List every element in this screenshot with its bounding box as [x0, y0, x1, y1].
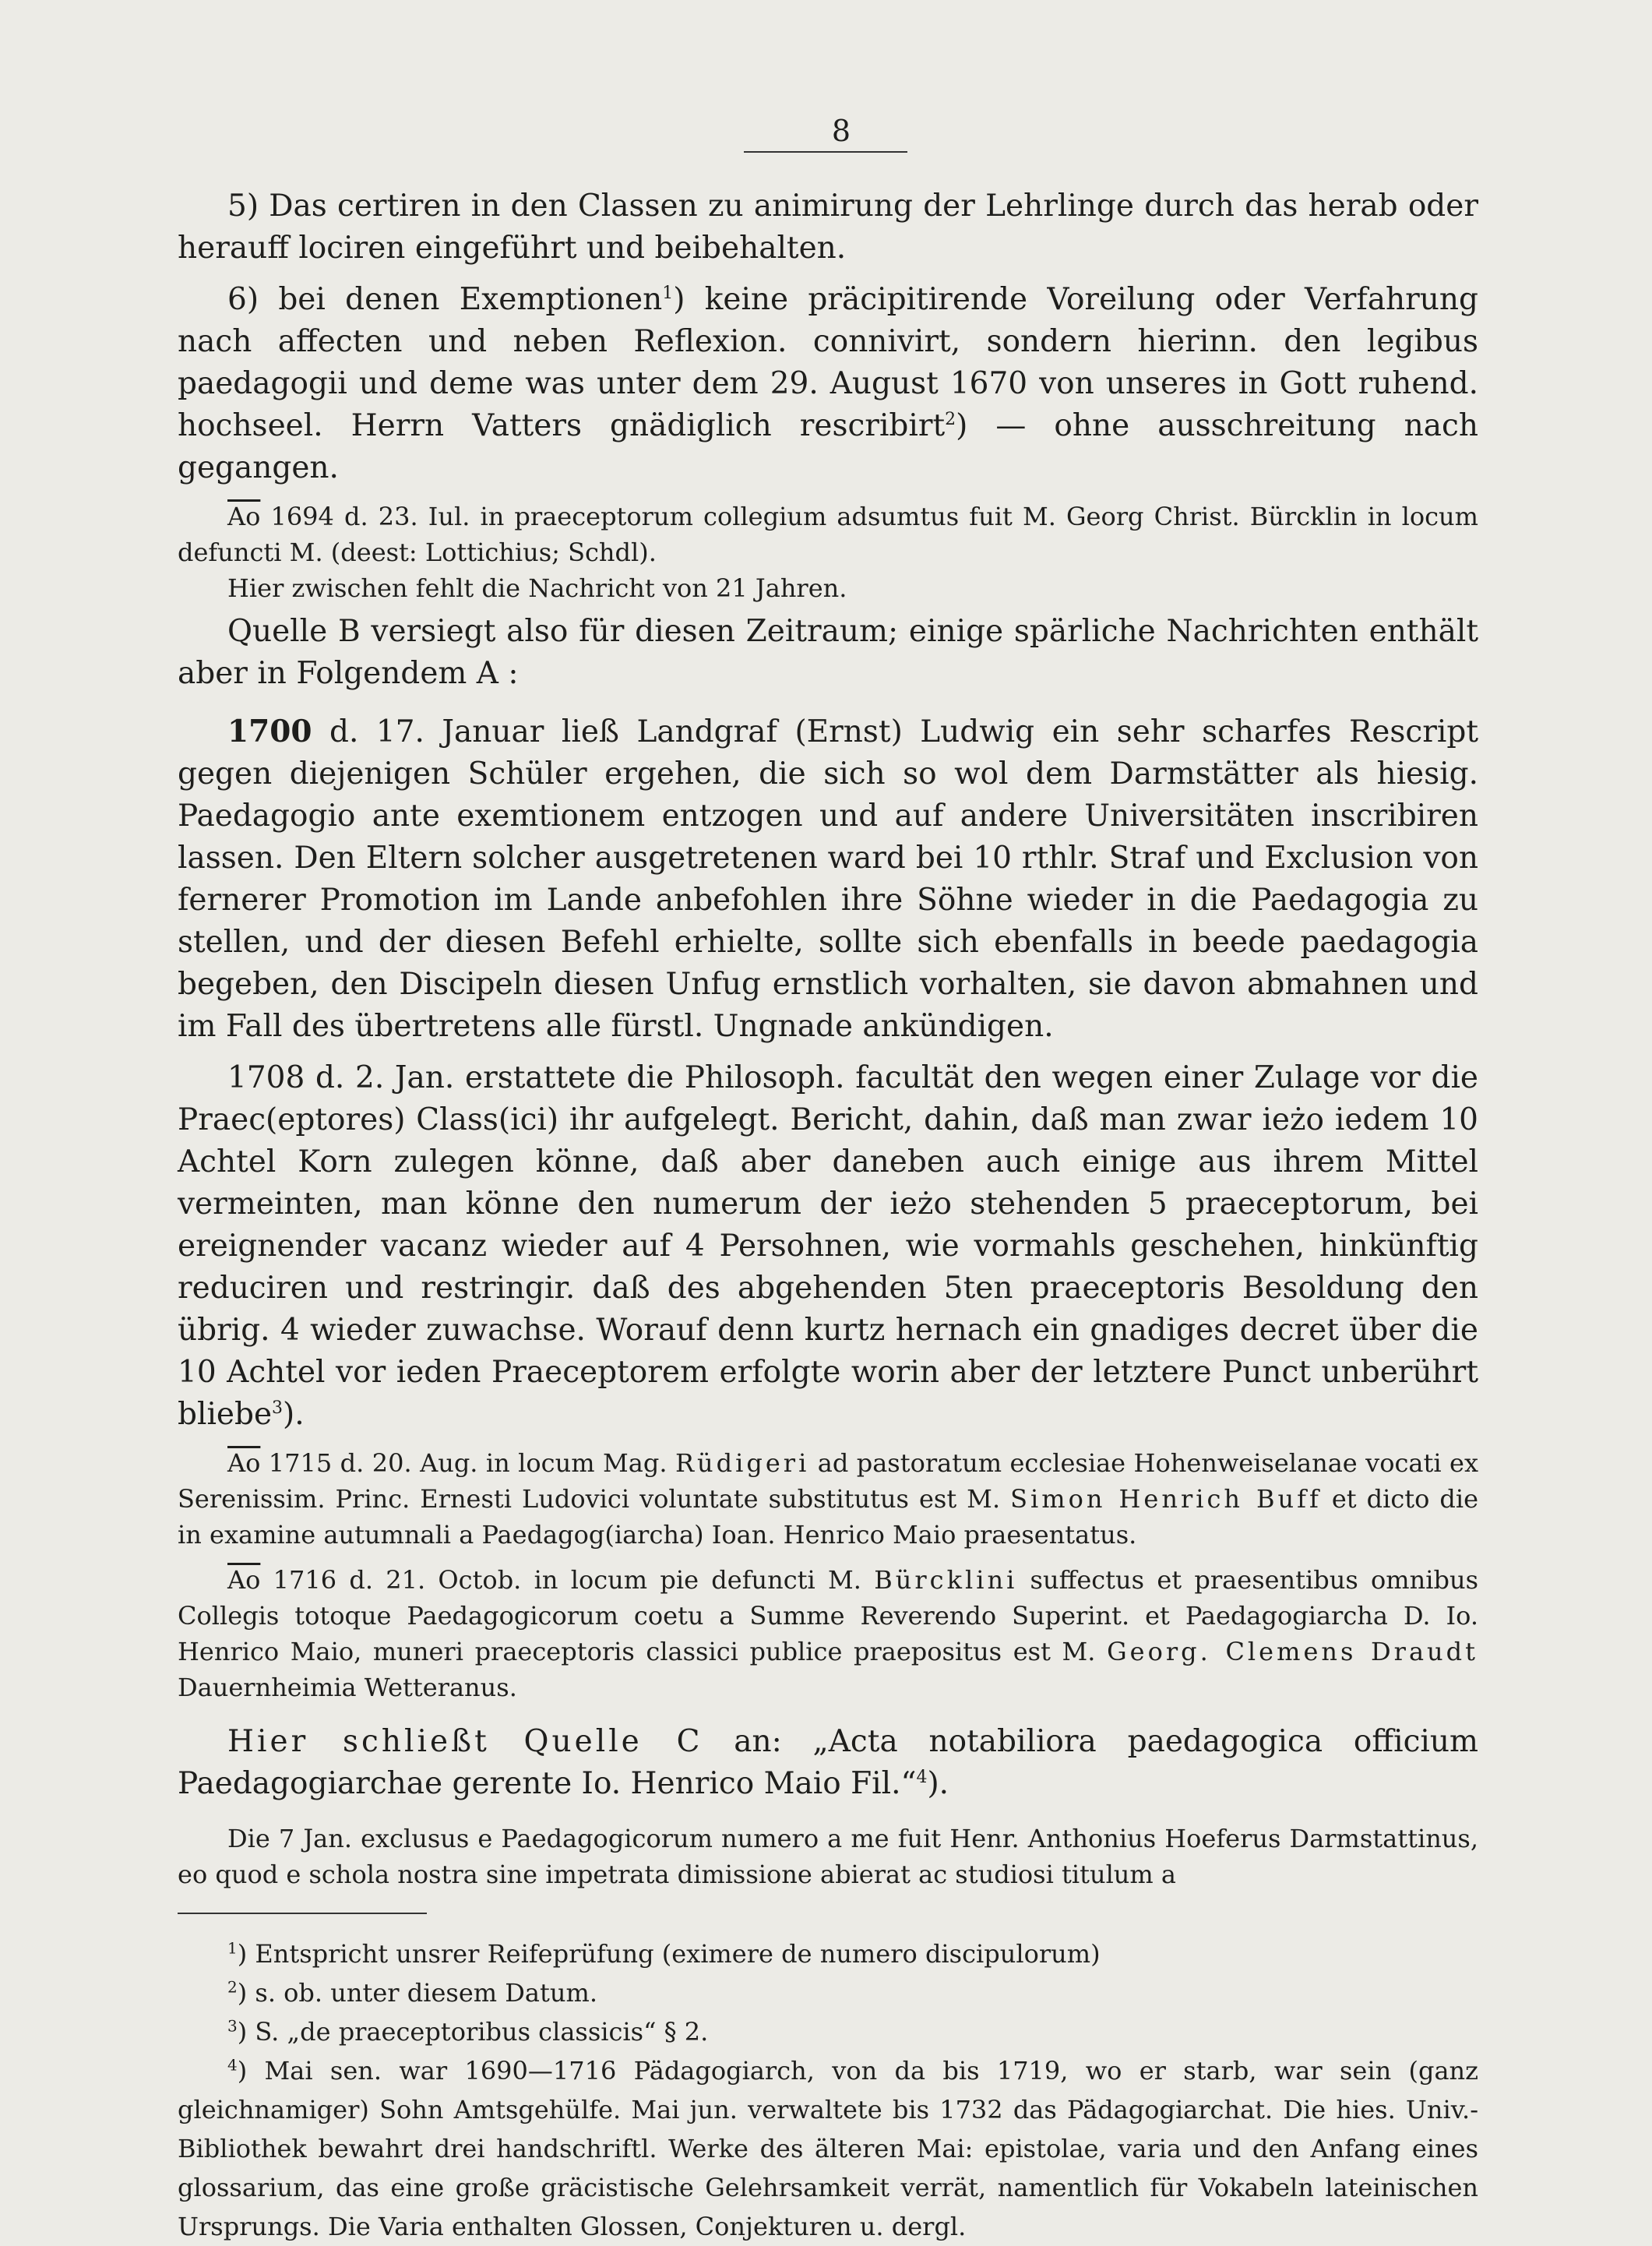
paragraph-certiren — [178, 185, 1478, 270]
entry-text: Dauernheimia Wetteranus. — [178, 1673, 517, 1702]
footnote-text: ) Mai sen. war 1690—1716 Pädagogiarch, von da bis 1719, wo er starb, war sein (ganz gleichnamiger) Sohn Amtsgehülfe. Mai jun. verwaltete bis 1732 das Pädagogiarchat. Die hies. Univ.-Bibliothek bewahrt drei handschriftl. Werke des älteren Mai: epistolae, varia und den Anfang eines glossarium, das eine große gräcistische Gelehrsamkeit verrät, namentlich für Vokabeln lateinischen Ursprungs. Die Varia enthalten Glossen, Conjekturen u. dergl. — [178, 2056, 1478, 2241]
footnote-ref[interactable]: 1 — [662, 284, 674, 303]
paragraph-text: 6) bei denen Exemptionen — [227, 282, 663, 317]
person-name: Georg. Clemens Draudt — [1107, 1637, 1479, 1666]
paragraph-1708 — [178, 1057, 1478, 1436]
entry-1694 — [178, 499, 1478, 570]
anno-abbrev: $\overline{Ao}$ — [227, 1565, 261, 1595]
paragraph-text: 5) Das certiren in den Classen zu animirung der Lehrlinge durch das herab oder herauff lociren eingeführt und beibehalten. — [178, 189, 1478, 266]
paragraph-text: 1708 d. 2. Jan. erstattete die Philosoph. facultät den wegen einer Zulage vor die Praec(eptores) Class(ici) ihr aufgelegt. Bericht, dahin, daß man zwar ieżo iedem 10 Achtel Korn zulegen könne, daß aber daneben auch einige aus ihrem Mittel vermeinten, man könne den numerum der ieżo stehenden 5 praeceptorum, bei ereignender vacanz wieder auf 4 Persohnen, wie vormahls geschehen, hinkünftig reduciren und restringir. daß des abgehenden 5ten praeceptoris Besoldung den übrig. 4 wieder zuwachse. Worauf denn kurtz hernach ein gnadiges decret über die 10 Achtel vor ieden Praeceptorem erfolgte worin aber der letztere Punct unberührt bliebe — [178, 1060, 1478, 1432]
footnote-ref[interactable]: 2 — [945, 410, 956, 429]
person-name: Bürcklini — [874, 1565, 1018, 1595]
paragraph-text: d. 17. Januar ließ Landgraf (Ernst) Ludwig ein sehr scharfes Rescript gegen diejenigen Schüler ergehen, die sich so wol dem Darmstätter als hiesig. Paedagogio ante exemtionem entzogen und auf andere Universitäten inscribiren lassen. Den Eltern solcher ausgetretenen ward bei 10 rthlr. Straf und Exclusion von fernerer Promotion im Lande anbefohlen ihre Söhne wieder in die Paedagogia zu stellen, und der diesen Befehl erhielte, sollte sich ebenfalls in beede paedagogia begeben, den Discipeln diesen Unfug ernstlich vorhalten, sie davon abmahnen und im Fall des übertretens alle fürstl. Ungnade ankündigen. — [178, 714, 1478, 1044]
entry-text: et dicto die in examine autumnali a Paedagog(iarcha) Ioan. Henrico Maio praesentatus. — [178, 1484, 1479, 1550]
paragraph-text: ) keine präcipitirende Voreilung oder Verfahrung nach affecten und neben Reflexion. connivirt, sondern hierinn. den legibus paedagogii und deme was unter dem 29. August 1670 von unseres in Gott ruhend. hochseel. Herrn Vatters gnädiglich rescribirt — [178, 282, 1479, 443]
footnote-text: ) S. „de praeceptoribus classicis“ § 2. — [237, 2017, 709, 2047]
footnote-mark: 2 — [227, 1977, 238, 1997]
footnote-ref[interactable]: 3 — [272, 1398, 284, 1418]
entry-text: suffectus et praesentibus omnibus Collegis totoque Paedagogicorum coetu a Summe Reverendo Superint. et Paedagogiarcha D. Io. Henrico Maio, muneri praeceptoris classici publice praepositus est M. — [178, 1565, 1479, 1666]
footnote-4 — [178, 2051, 1478, 2246]
page-body — [178, 185, 1478, 2246]
anno-abbrev: $\overline{Ao}$ — [227, 502, 261, 531]
footnote-text: ) Entspricht unsrer Reifeprüfung (eximere de numero discipulorum) — [237, 1939, 1101, 1969]
anno-abbrev: $\overline{Ao}$ — [227, 1448, 261, 1478]
entry-text: Die 7 Jan. exclusus e Paedagogicorum numero a me fuit Henr. Anthonius Hoeferus Darmstattinus, eo quod e schola nostra sine impetrata dimissione abierat ac studiosi titulum a — [178, 1824, 1478, 1889]
paragraph-exemptionen — [178, 279, 1478, 489]
paragraph-text: an: „Acta notabiliora paedagogica officium Paedagogiarchae gerente Io. Henrico Maio Fil.“ — [178, 1724, 1478, 1801]
paragraph-text: Quelle B versiegt also für diesen Zeitraum; einige spärliche Nachrichten enthält aber in Folgendem A : — [178, 614, 1478, 691]
footnote-mark: 1 — [227, 1938, 238, 1958]
entry-text: 1694 d. 23. Iul. in praeceptorum collegium adsumtus fuit M. Georg Christ. Bürcklin in locum defuncti M. (deest: Lottichius; Schdl). — [178, 502, 1478, 567]
paragraph-quelle-b — [178, 611, 1478, 695]
entry-hoeferus — [178, 1821, 1478, 1892]
paragraph-text: ) — ohne ausschreitung nach gegangen. — [178, 408, 1478, 485]
paragraph-quelle-c — [178, 1721, 1478, 1805]
note-gap — [178, 570, 1478, 606]
entry-text: ad pastoratum ecclesiae Hohenweiselanae vocati ex Serenissim. Princ. Ernesti Ludovici voluntate substitutus est M. — [178, 1448, 1479, 1514]
page-number-rule — [744, 151, 907, 153]
footnote-separator — [178, 1913, 427, 1914]
source-lead: Hier schließt Quelle C — [227, 1724, 703, 1759]
entry-1716 — [178, 1562, 1478, 1705]
footnotes — [178, 1934, 1478, 2246]
entry-1715 — [178, 1445, 1478, 1553]
year-label: 1700 — [227, 714, 312, 749]
entry-text: 1716 d. 21. Octob. in locum pie defuncti M. — [260, 1565, 875, 1595]
footnote-3 — [178, 2012, 1478, 2051]
footnote-2 — [178, 1973, 1478, 2012]
paragraph-text: ). — [927, 1766, 949, 1801]
note-text: Hier zwischen fehlt die Nachricht von 21 Jahren. — [227, 573, 847, 603]
footnote-text: ) s. ob. unter diesem Datum. — [237, 1978, 597, 2008]
entry-text: 1715 d. 20. Aug. in locum Mag. — [260, 1448, 675, 1478]
page-number: 8 — [831, 114, 851, 148]
paragraph-1700 — [178, 710, 1478, 1048]
footnote-mark: 4 — [227, 2055, 238, 2075]
paragraph-text: ). — [283, 1397, 305, 1432]
person-name: Simon Henrich Buff — [1010, 1484, 1322, 1514]
person-name: Rüdigeri — [675, 1448, 810, 1478]
footnote-1 — [178, 1934, 1478, 1973]
footnote-mark: 3 — [227, 2016, 238, 2036]
footnote-ref[interactable]: 4 — [916, 1768, 928, 1787]
